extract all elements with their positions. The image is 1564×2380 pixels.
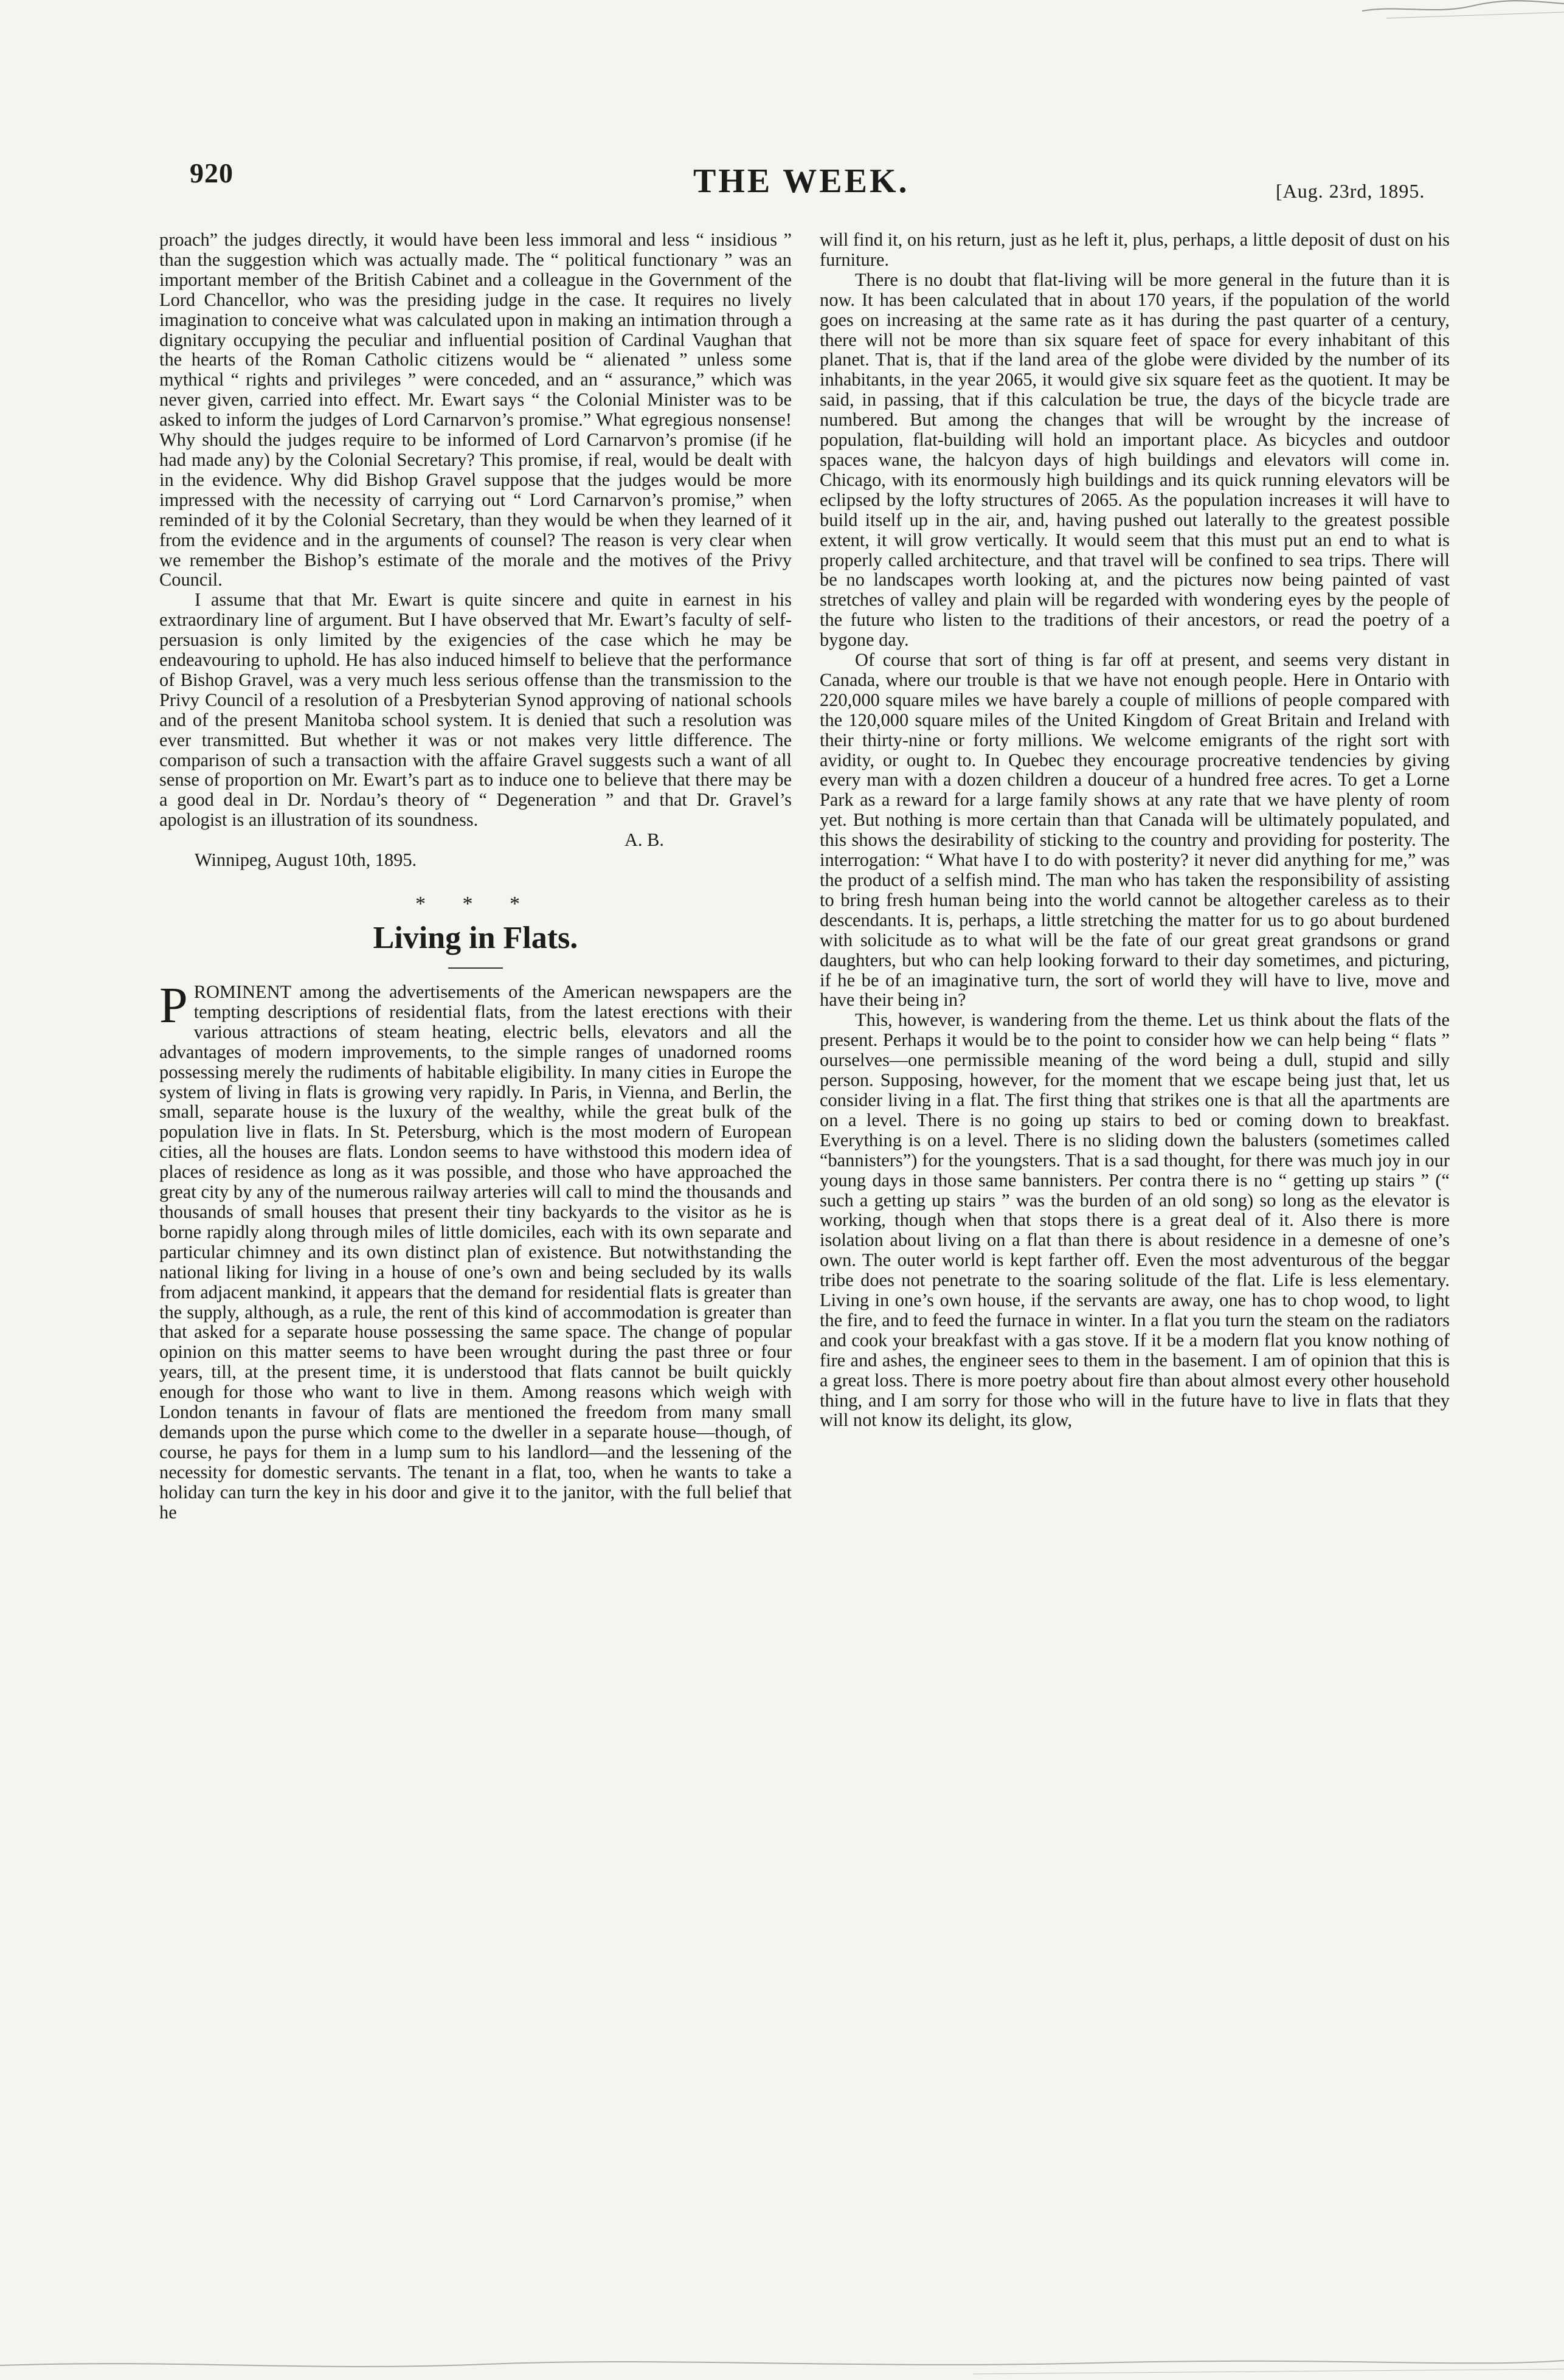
- issue-date: [Aug. 23rd, 1895.: [1276, 180, 1425, 202]
- article-paragraph-population: There is no doubt that flat-living will be more general in the future than it is now. It has been calculated that in about 170 years, if the population of the world goes on increasing at the same rate as it has during the past quarter of a century, there will not be more than six square feet of space for every inhabitant of this planet. That is, that if the land area of the globe were divided by the number of its inhabitants, in the year 2065, it would give six square feet as the quotient. It may be said, in passing, that if this calculation be true, the days of the bicycle trade are numbered. But among the changes that will be wrought by the increase of population, flat-building will hold an important place. As bicycles and outdoor spaces wane, the halcyon days of high buildings and elevators will come in. Chicago, with its enormously high buildings and its quick running elevators will be eclipsed by the lofty structures of 2065. As the population increases it will have to build itself up in the air, and, having pushed out laterally to the greatest possible extent, it will grow vertically. It would seem that this must put an end to what is properly called architecture, and that travel will be confined to sea trips. There will be no landscapes worth looking at, and the pictures now being painted of vast stretches of valley and plain will be regarded with wondering eyes by the people of the future who listen to the traditions of their ancestors, or read the poetry of a bygone day.: [820, 269, 1450, 651]
- letter-paragraph-1: proach” the judges directly, it would have been less immoral and less “ insidious ” than the suggestion which was actually made. The “ political functionary ” was an important member of the British Cabinet and a colleague in the Government of the Lord Chancellor, who was the presiding judge in the case. It requires no lively imagination to conceive what was calculated upon in making an intimation through a dignitary occupying the peculiar and influential position of Cardinal Vaughan that the hearts of the Roman Catholic citizens would be “ alienated ” unless some mythical “ rights and privileges ” were conceded, and an “ assurance,” which was never given, carried into effect. Mr. Ewart says “ the Colonial Minister was to be asked to inform the judges of Lord Carnarvon’s promise.” What egregious nonsense! Why should the judges require to be informed of Lord Carnarvon’s promise (if he had made any) by the Colonial Secretary? This promise, if real, would be dealt with in the evidence. Why did Bishop Gravel suppose that the judges would be more impressed with the necessity of carrying out “ Lord Carnarvon’s promise,” when reminded of it by the Colonial Secretary, than they would be when they learned of it from the evidence and in the arguments of counsel? The reason is very clear when we remember the Bishop’s estimate of the morale and the motives of the Privy Council.: [159, 230, 792, 590]
- left-column: [159, 230, 792, 2322]
- letter-dateline: Winnipeg, August 10th, 1895.: [195, 849, 417, 871]
- right-column: [820, 230, 1450, 2322]
- scan-edge-noise-bottom: [0, 2347, 1564, 2380]
- masthead-title: THE WEEK.: [693, 162, 910, 200]
- letter-paragraph-2: I assume that that Mr. Ewart is quite sincere and quite in earnest in his extraordinary line of argument. But I have observed that Mr. Ewart’s faculty of self-persuasion is only limited by the exigencies of the case which he may be endeavouring to uphold. He has also induced himself to believe that the performance of Bishop Gravel, was a very much less serious offense than the transmission to the Privy Council of a resolution of a Presbyterian Synod approving of national schools and of the present Manitoba school system. It is denied that such a resolution was ever transmitted. But whether it was or not makes very little difference. The comparison of such a transaction with the affaire Gravel suggests such a want of all sense of proportion on Mr. Ewart’s part as to induce one to believe that there may be a good deal in Dr. Nordau’s theory of “ Degeneration ” and that Dr. Gravel’s apologist is an illustration of its soundness.: [159, 589, 792, 831]
- article-paragraph-canada: Of course that sort of thing is far off at present, and seems very distant in Canada, where our trouble is that we have not enough people. Here in Ontario with 220,000 square miles we have barely a couple of millions of people compared with the 120,000 square miles of the United Kingdom of Great Britain and Ireland with their thirty-nine or forty millions. We welcome emigrants of the right sort with avidity, or ought to. In Quebec they encourage procreative tendencies by giving every man with a dozen children a douceur of a hundred free acres. To get a Lorne Park as a reward for a large family shows at any rate that we have plenty of room yet. But nothing is more certain than that Canada will be ultimately populated, and this shows the desirability of sticking to the country and providing for posterity. The interrogation: “ What have I to do with posterity? it never did anything for me,” was the product of a selfish mind. The man who has taken the responsibility of assisting to bring fresh human being into the world cannot be altogether careless as to their descendants. It is, perhaps, a little stretching the matter for us to go about burdened with solicitude as to what will be the fate of our great great grandsons or grand daughters, but who can help looking forward to their day sometimes, and picturing, if he be of an imaginative turn, the sort of world they will have to live, move and have their being in?: [820, 649, 1450, 1011]
- article-paragraph-continued: will find it, on his return, just as he left it, plus, perhaps, a little deposit of dust on his furniture.: [820, 230, 1450, 270]
- title-rule: [448, 967, 503, 969]
- letter-signature: A. B.: [624, 829, 664, 851]
- article-paragraph-flats-present: This, however, is wandering from the theme. Let us think about the flats of the present. Perhaps it would be to the point to consider how we can help being “ flats ” ourselves—one permissible meaning of the word being a dull, stupid and silly person. Supposing, however, for the moment that we escape being just that, let us consider living in a flat. The first thing that strikes one is that all the apartments are on a level. There is no going up stairs to bed or coming down to breakfast. Everything is on a level. There is no sliding down the balusters (sometimes called “bannisters”) for the youngsters. That is a sad thought, for there was much joy in our young days in those same bannisters. Per contra there is no “ getting up stairs ” (“ such a getting up stairs ” was the burden of an old song) so long as the elevator is working, though when that stops there is a great deal of it. Also there is more isolation about living on a flat than there is about residence in a demesne of one’s own. The outer world is kept farther off. Even the most adventurous of the beggar tribe does not penetrate to the soaring solitude of the flat. Life is less elementary. Living in one’s own house, if the servants are away, one has to chop wood, to light the fire, and to feed the furnace in winter. In a flat you turn the steam on the radiators and cook your breakfast with a gas stove. If it be a modern flat you know nothing of fire and ashes, the engineer sees to them in the basement. I am of opinion that this is a great loss. There is more poetry about fire than about almost every other household thing, and I am sorry for those who will in the future have to live in flats that they will not know its delight, its glow,: [820, 1009, 1450, 1431]
- article-title: Living in Flats.: [373, 921, 578, 955]
- page-number: 920: [190, 157, 234, 189]
- page-header: [0, 0, 1564, 207]
- article-lead-paragraph: PROMINENT among the advertisements of the American newspapers are the tempting descriptions of residential flats, from the latest erections with their various attractions of steam heating, electric bells, elevators and all the advantages of modern improvements, to the simple ranges of unadorned rooms possessing merely the rudiments of habitable eligibility. In many cities in Europe the system of living in flats is growing very rapidly. In Paris, in Vienna, and Berlin, the small, separate house is the luxury of the wealthy, while the great bulk of the population live in flats. In St. Petersburg, which is the most modern of European cities, all the houses are flats. London seems to have withstood this modern idea of places of residence as long as it was possible, and those who have approached the great city by any of the numerous railway arteries will call to mind the thousands and thousands of small houses that present their tiny backyards to the visitor as he is borne rapidly along through miles of little domiciles, each with its own separate and particular chimney and its own distinct plan of existence. But notwithstanding the national liking for living in a house of one’s own and being secluded by its walls from adjacent mankind, it appears that the demand for residential flats is greater than the supply, although, as a rule, the rent of this kind of accommodation is greater than that asked for a separate house possessing the same space. The change of popular opinion on this matter seems to have been wrought during the past three or four years, till, at the present time, it is understood that flats cannot be built quickly enough for those who want to live in them. Among reasons which weigh with London tenants in favour of flats are mentioned the freedom from many small demands upon the purse which come to the dweller in a separate house—though, of course, he pays for them in a lump sum to his landlord—and the lessening of the necessity for domestic servants. The tenant in a flat, too, when he wants to take a holiday can turn the key in his door and give it to the janitor, with the full belief that he: [159, 977, 792, 1523]
- section-asterism: * * *: [415, 893, 536, 915]
